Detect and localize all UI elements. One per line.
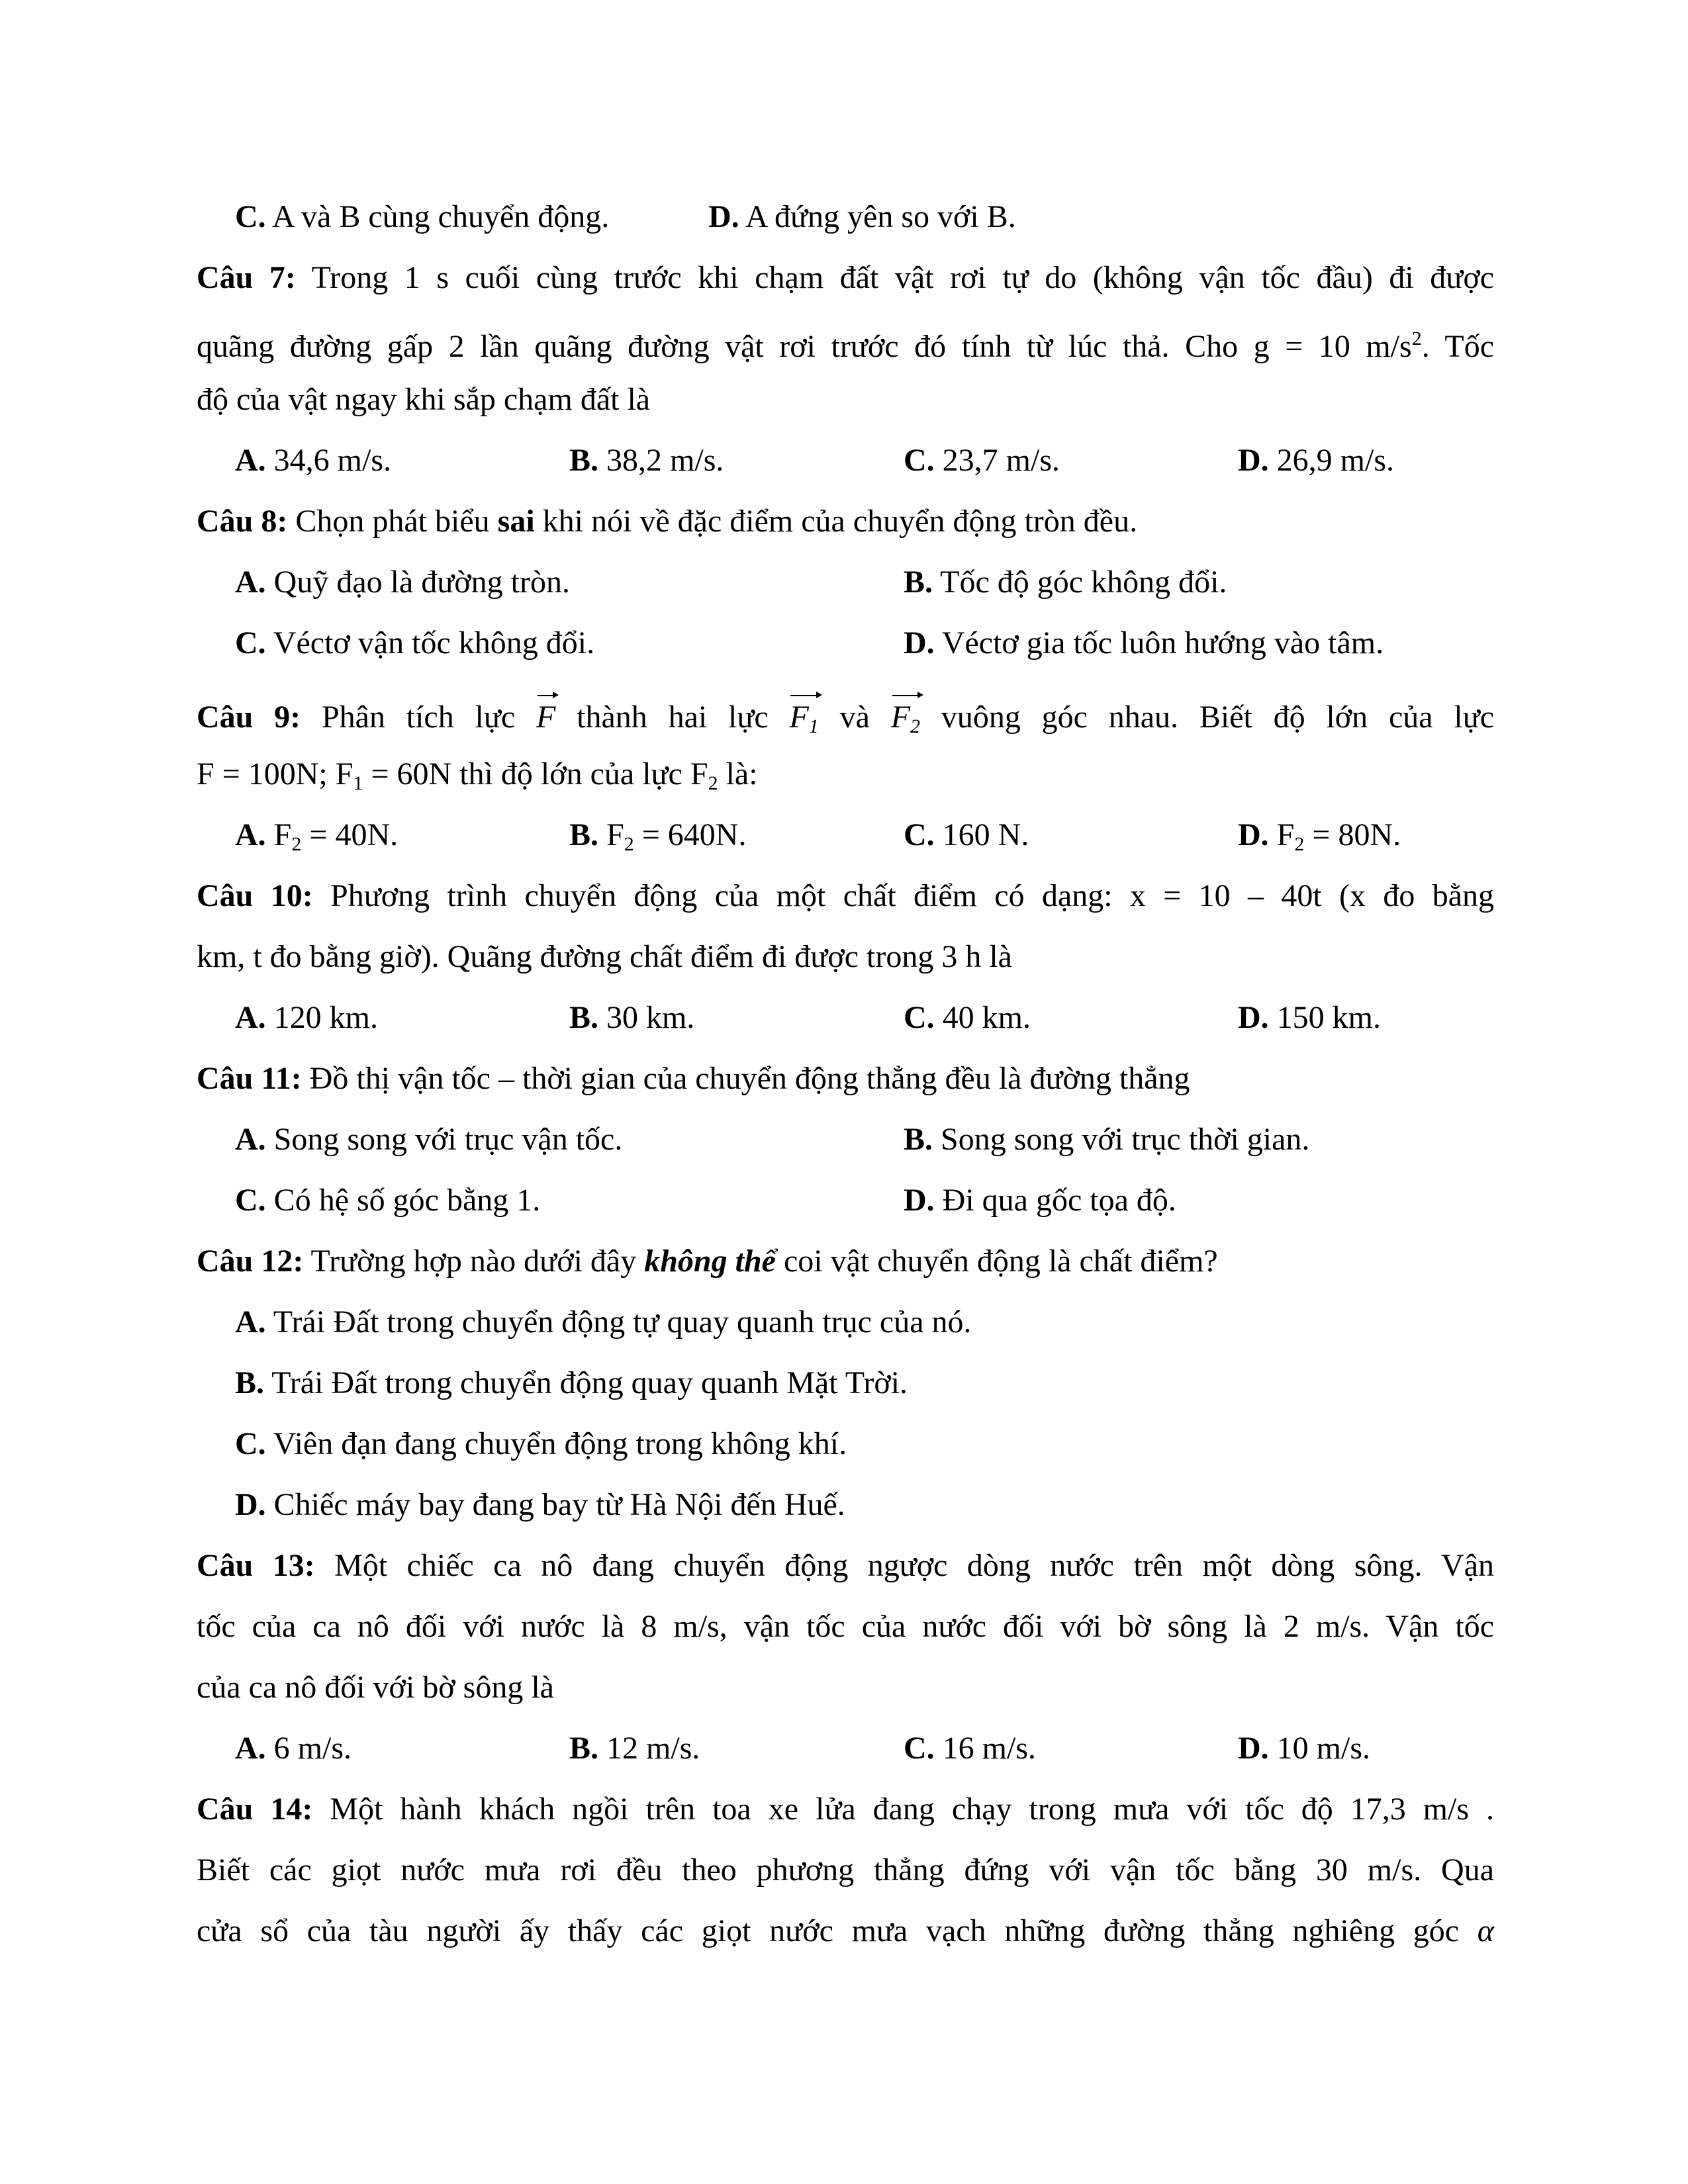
- option-text: 40 km.: [934, 1000, 1031, 1035]
- q9-text-1: Phân tích lực: [301, 700, 536, 735]
- q8-option-d: [904, 623, 1383, 663]
- question-label: Câu 10:: [197, 878, 313, 913]
- option-text: 26,9 m/s.: [1268, 443, 1395, 478]
- vector-f: F: [536, 694, 555, 737]
- q7-option-a: [235, 441, 391, 480]
- option-text: = 40N.: [301, 817, 399, 852]
- option-text: A và B cùng chuyển động.: [265, 199, 610, 234]
- q9-text-6: = 60N thì độ lớn của lực F: [363, 756, 708, 792]
- q13-option-a: [235, 1729, 352, 1768]
- q12-option-d: [235, 1485, 845, 1525]
- q10-text-2: km, t đo bằng giờ). Quãng đường chất điểm đi được trong 3 h là: [197, 939, 1012, 974]
- option-label: A.: [235, 1304, 266, 1340]
- q11-option-c: [235, 1181, 540, 1220]
- option-text: 12 m/s.: [598, 1731, 700, 1766]
- option-text: Đi qua gốc tọa độ.: [934, 1183, 1176, 1218]
- option-text: Trái Đất trong chuyển động quay quanh Mặt Trời.: [264, 1365, 908, 1400]
- vector-f2: [891, 694, 920, 747]
- q12-stem: [197, 1242, 1494, 1281]
- q7-text-2b: . Tốc: [1421, 329, 1494, 364]
- option-label: A.: [235, 1000, 266, 1035]
- option-label: A.: [235, 565, 266, 600]
- q7-stem-line-1: [197, 258, 1494, 298]
- option-label: D.: [904, 1183, 935, 1218]
- option-text: F: [265, 817, 292, 852]
- option-text: 16 m/s.: [934, 1731, 1037, 1766]
- q12-text-pre: Trường hợp nào dưới đây: [303, 1244, 645, 1279]
- option-label: C.: [904, 817, 935, 852]
- option-label: C.: [904, 1000, 935, 1035]
- option-text: Chiếc máy bay đang bay từ Hà Nội đến Huế.: [265, 1487, 845, 1522]
- q8-option-c: [235, 623, 594, 663]
- q10-option-a: [235, 998, 378, 1038]
- q8-option-a: [235, 563, 570, 602]
- vector-symbol: F: [890, 700, 911, 735]
- question-label: Câu 7:: [197, 260, 296, 295]
- option-text: F: [1268, 817, 1295, 852]
- option-text: Tốc độ góc không đổi.: [933, 565, 1227, 600]
- q10-option-c: [904, 998, 1031, 1038]
- q9-text-5: F = 100N; F: [197, 756, 353, 792]
- q7-text-1: Trong 1 s cuối cùng trước khi chạm đất vật rơi tự do (không vận tốc đầu) đi được: [295, 260, 1495, 295]
- q13-option-b: [569, 1729, 700, 1768]
- q9-option-d: [1238, 815, 1401, 855]
- question-label: Câu 12:: [197, 1244, 304, 1279]
- q13-option-d: [1238, 1729, 1370, 1768]
- q9-text-7: là:: [718, 756, 758, 792]
- q7-option-d: [1238, 441, 1394, 480]
- option-label: D.: [235, 1487, 266, 1522]
- q10-option-d: [1238, 998, 1381, 1038]
- q6-option-c: [235, 197, 609, 237]
- option-label: D.: [1238, 443, 1269, 478]
- q8-emphasis: sai: [497, 504, 535, 539]
- question-label: Câu 11:: [197, 1061, 302, 1096]
- option-label: B.: [569, 1731, 599, 1766]
- subscript: 1: [353, 772, 363, 794]
- alpha-symbol: α: [1477, 1913, 1494, 1948]
- q9-stem-line-2: [197, 754, 1494, 794]
- q11-option-b: [904, 1120, 1309, 1160]
- option-label: A.: [235, 1731, 266, 1766]
- q7-option-c: [904, 441, 1060, 480]
- option-label: D.: [1238, 1731, 1269, 1766]
- q13-stem-line-1: [197, 1546, 1494, 1586]
- q13-stem-line-2: [197, 1607, 1494, 1647]
- option-label: C.: [904, 443, 935, 478]
- option-text: 38,2 m/s.: [598, 443, 724, 478]
- option-text: 150 km.: [1268, 1000, 1382, 1035]
- option-text: Có hệ số góc bằng 1.: [265, 1183, 541, 1218]
- option-label: B.: [569, 1000, 599, 1035]
- q11-stem: [197, 1059, 1494, 1099]
- option-label: B.: [235, 1365, 265, 1400]
- q10-option-b: [569, 998, 694, 1038]
- q11-text: Đồ thị vận tốc – thời gian của chuyển động thẳng đều là đường thẳng: [301, 1061, 1190, 1096]
- option-label: C.: [235, 199, 266, 234]
- q8-stem: [197, 502, 1494, 541]
- subscript: 2: [1294, 833, 1305, 855]
- q12-option-c: [235, 1424, 847, 1464]
- q13-text-1: Một chiếc ca nô đang chuyển động ngược dòng nước trên một dòng sông. Vận: [314, 1548, 1494, 1583]
- option-label: B.: [569, 817, 599, 852]
- option-text: A đứng yên so với B.: [739, 199, 1016, 234]
- q9-option-b: [569, 815, 746, 855]
- option-text: 30 km.: [598, 1000, 695, 1035]
- option-label: D.: [1238, 1000, 1269, 1035]
- q10-stem-line-2: [197, 937, 1494, 977]
- option-text: = 640N.: [633, 817, 747, 852]
- option-label: B.: [569, 443, 599, 478]
- q14-text-3: cửa sổ của tàu người ấy thấy các giọt nước mưa vạch những đường thẳng nghiêng góc: [197, 1913, 1477, 1948]
- subscript: 2: [624, 833, 634, 855]
- option-text: Song song với trục vận tốc.: [265, 1122, 623, 1157]
- q13-option-c: [904, 1729, 1036, 1768]
- option-text: 34,6 m/s.: [265, 443, 392, 478]
- q9-text-2: thành hai lực: [555, 700, 790, 735]
- superscript: 2: [1411, 328, 1422, 349]
- q14-text-2: Biết các giọt nước mưa rơi đều theo phương thẳng đứng với vận tốc bằng 30 m/s. Qua: [197, 1852, 1494, 1888]
- option-text: Song song với trục thời gian.: [933, 1122, 1310, 1157]
- option-label: D.: [1238, 817, 1269, 852]
- subscript: 2: [291, 833, 302, 855]
- option-text: 23,7 m/s.: [934, 443, 1060, 478]
- q12-emphasis: không thể: [644, 1244, 776, 1279]
- option-label: A.: [235, 443, 266, 478]
- option-label: C.: [235, 1183, 266, 1218]
- q9-option-c: [904, 815, 1029, 855]
- subscript: 2: [708, 772, 718, 794]
- q13-stem-line-3: [197, 1668, 1494, 1707]
- option-label: B.: [904, 565, 933, 600]
- q8-text-pre: Chọn phát biểu: [287, 504, 498, 539]
- option-label: B.: [904, 1122, 933, 1157]
- option-label: C.: [235, 1426, 266, 1461]
- option-text: Viên đạn đang chuyển động trong không khí.: [265, 1426, 847, 1461]
- option-text: 160 N.: [934, 817, 1029, 852]
- option-label: A.: [235, 817, 266, 852]
- q14-text-1: Một hành khách ngồi trên toa xe lửa đang chạy trong mưa với tốc độ 17,3 m/s .: [312, 1792, 1495, 1827]
- option-label: D.: [708, 199, 739, 234]
- q8-option-b: [904, 563, 1227, 602]
- option-label: C.: [235, 625, 266, 660]
- q9-option-a: [235, 815, 398, 855]
- vector-symbol: F: [789, 700, 809, 735]
- q9-text-4: vuông góc nhau. Biết độ lớn của lực: [920, 700, 1495, 735]
- q7-stem-line-2: [197, 319, 1494, 364]
- option-text: F: [598, 817, 624, 852]
- option-label: A.: [235, 1122, 266, 1157]
- q7-text-3: độ của vật ngay khi sắp chạm đất là: [197, 382, 651, 417]
- question-label: Câu 13:: [197, 1548, 315, 1583]
- q14-stem-line-3: [197, 1911, 1494, 1951]
- q14-stem-line-1: [197, 1790, 1494, 1829]
- q8-text-post: khi nói về đặc điểm của chuyển động tròn đều.: [534, 504, 1138, 539]
- q14-stem-line-2: [197, 1850, 1494, 1890]
- q11-option-a: [235, 1120, 622, 1160]
- subscript: 2: [910, 715, 921, 737]
- option-text: 6 m/s.: [265, 1731, 352, 1766]
- question-label: Câu 8:: [197, 504, 288, 539]
- option-text: Quỹ đạo là đường tròn.: [265, 565, 570, 600]
- q13-text-2: tốc của ca nô đối với nước là 8 m/s, vận tốc của nước đối với bờ sông là 2 m/s. Vận tốc: [197, 1609, 1494, 1644]
- option-text: 10 m/s.: [1268, 1731, 1371, 1766]
- vector-f1: [789, 694, 818, 747]
- q13-text-3: của ca nô đối với bờ sông là: [197, 1670, 554, 1705]
- option-text: 120 km.: [265, 1000, 379, 1035]
- q7-option-b: [569, 441, 724, 480]
- option-text: Véctơ gia tốc luôn hướng vào tâm.: [934, 625, 1384, 660]
- option-text: = 80N.: [1304, 817, 1401, 852]
- q11-option-d: [904, 1181, 1176, 1220]
- q6-option-d: [708, 197, 1016, 237]
- q10-stem-line-1: [197, 876, 1494, 916]
- option-text: Trái Đất trong chuyển động tự quay quanh trục của nó.: [265, 1304, 972, 1340]
- q10-text-1: Phương trình chuyển động của một chất điểm có dạng: x = 10 – 40t (x đo bằng: [312, 878, 1495, 913]
- question-label: Câu 9:: [197, 700, 301, 735]
- subscript: 1: [808, 715, 819, 737]
- q7-text-2: quãng đường gấp 2 lần quãng đường vật rơi trước đó tính từ lúc thả. Cho g = 10 m/s: [197, 329, 1412, 364]
- question-label: Câu 14:: [197, 1792, 313, 1827]
- q12-text-post: coi vật chuyển động là chất điểm?: [775, 1244, 1218, 1279]
- q9-text-3: và: [818, 700, 891, 735]
- q12-option-b: [235, 1363, 908, 1403]
- option-label: D.: [904, 625, 935, 660]
- q9-stem-line-1: [197, 694, 1495, 737]
- option-label: C.: [904, 1731, 935, 1766]
- option-text: Véctơ vận tốc không đổi.: [265, 625, 595, 660]
- q7-stem-line-3: [197, 380, 1494, 420]
- q12-option-a: [235, 1302, 972, 1342]
